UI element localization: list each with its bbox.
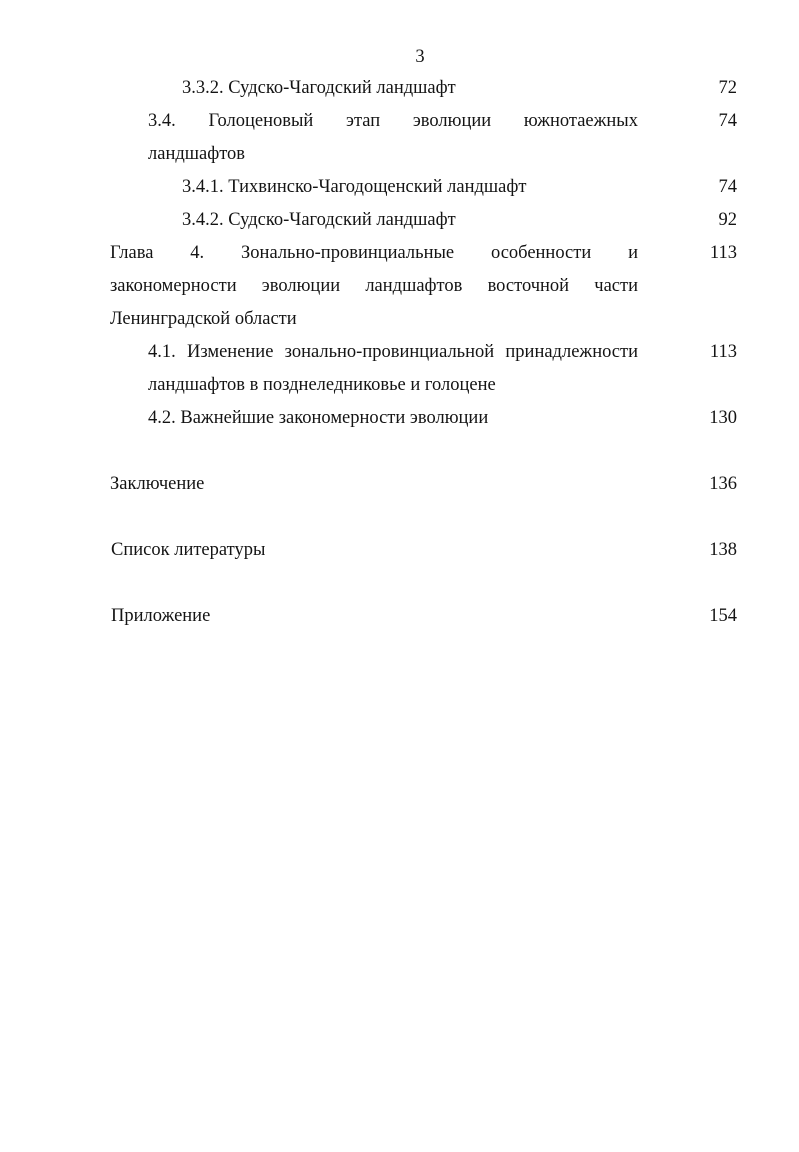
toc-entry-title-line: ландшафтов [148,144,246,164]
toc-entry-title-line: 4.1. Изменение зонально-провинциальной принадлежности [148,342,638,362]
toc-entry-title-line: Заключение [110,474,205,494]
toc-entry-page-number: 92 [718,210,737,230]
toc-entry-title [182,171,638,204]
toc-entry-title [148,105,638,171]
toc-entry-page-number: 154 [709,606,737,626]
toc-entry-title-line: 3.4.2. Судско-Чагодский ландшафт [182,210,456,230]
toc-entry-title-line: ландшафтов в позднеледниковье и голоцене [148,375,496,395]
toc-entry-title [182,72,638,105]
toc-entry-title [148,402,638,435]
toc-entry-title-line: Глава 4. Зонально-провинциальные особенности и [110,243,638,263]
toc-entry-title-line: 3.4.1. Тихвинско-Чагодощенский ландшафт [182,177,527,197]
toc-entry-title [111,600,638,633]
toc-entry-title [111,534,638,567]
toc-entry-title-line: Ленинградской области [110,309,297,329]
toc-entry-page-number: 136 [709,474,737,494]
page-number: 3 [415,47,425,67]
toc-entry-title-line: 3.3.2. Судско-Чагодский ландшафт [182,78,456,98]
toc-entry-page-number: 113 [709,243,737,263]
toc-entry-title-line: 4.2. Важнейшие закономерности эволюции [148,408,489,428]
toc-entry-page-number: 138 [709,540,737,560]
toc-entry-page-number: 130 [709,408,737,428]
toc-entry-title [148,336,638,402]
toc-entry-title [110,237,638,336]
toc-entry-title-line: 3.4. Голоценовый этап эволюции южнотаежных [148,111,638,131]
toc-entry-title [110,468,638,501]
toc-entry-title [182,204,638,237]
toc-entry-page-number: 74 [718,111,737,131]
toc-entry-title-line: Приложение [111,606,211,626]
toc-entry-title-line: закономерности эволюции ландшафтов восточной части [110,276,638,296]
toc-entry-page-number: 74 [718,177,737,197]
toc-entry-page-number: 113 [709,342,737,362]
toc-entry-title-line: Список литературы [111,540,266,560]
toc-entry-page-number: 72 [718,78,737,98]
